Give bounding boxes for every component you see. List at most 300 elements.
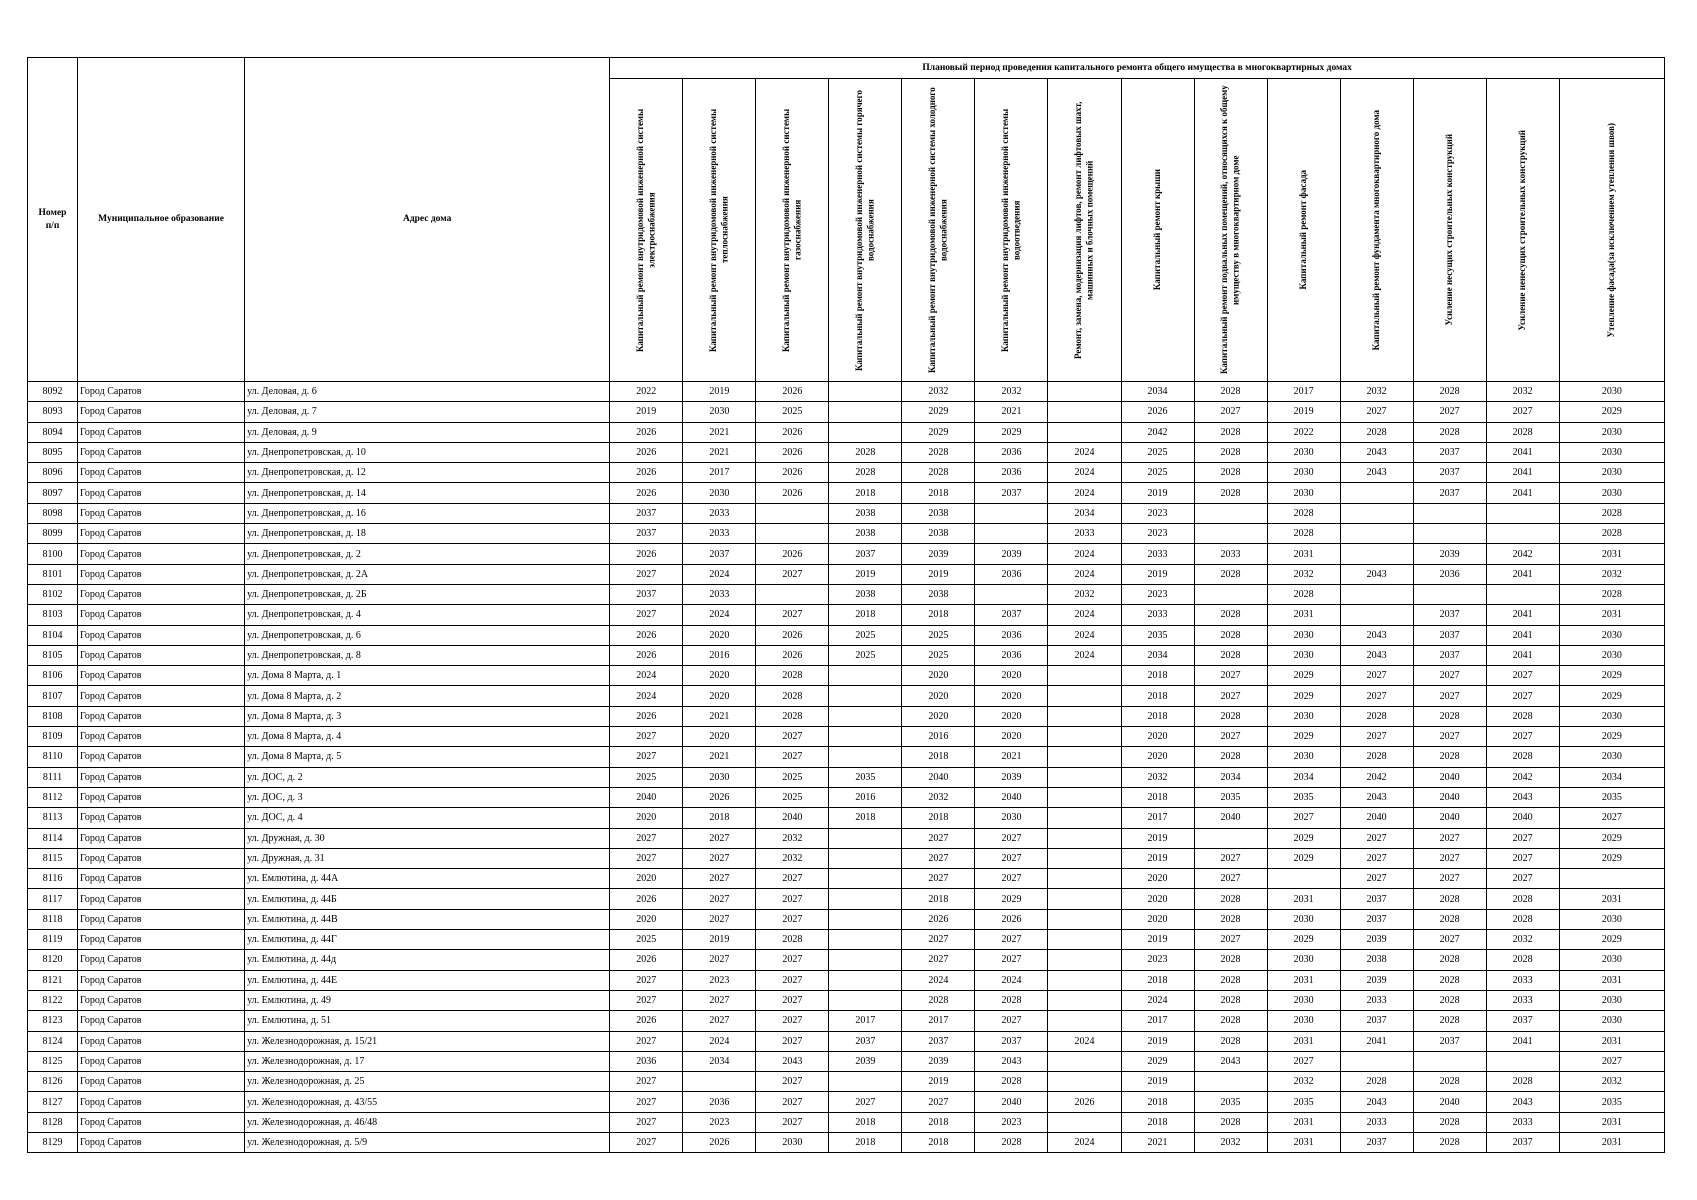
row-number-cell: 8119: [28, 930, 78, 950]
year-cell: 2027: [683, 828, 756, 848]
year-cell: [1048, 889, 1121, 909]
header-work-type-label: Капитальный ремонт фасада: [1297, 170, 1308, 290]
address-cell: ул. Емлютина, д. 44А: [245, 869, 610, 889]
year-cell: 2029: [1559, 402, 1664, 422]
year-cell: 2042: [1486, 544, 1559, 564]
municipality-cell: Город Саратов: [78, 889, 245, 909]
table-row: [28, 930, 1665, 950]
municipality-cell: Город Саратов: [78, 787, 245, 807]
year-cell: 2031: [1267, 970, 1340, 990]
year-cell: 2027: [1194, 727, 1267, 747]
year-cell: 2027: [1340, 686, 1413, 706]
table-row: [28, 727, 1665, 747]
year-cell: 2029: [1267, 848, 1340, 868]
year-cell: 2034: [683, 1051, 756, 1071]
year-cell: 2027: [610, 605, 683, 625]
year-cell: 2027: [975, 930, 1048, 950]
address-cell: ул. Емлютина, д. 44Е: [245, 970, 610, 990]
address-cell: ул. Железнодорожная, д. 46/48: [245, 1112, 610, 1132]
municipality-cell: Город Саратов: [78, 1132, 245, 1152]
year-cell: 2018: [1121, 1112, 1194, 1132]
municipality-cell: Город Саратов: [78, 706, 245, 726]
year-cell: 2037: [1486, 1132, 1559, 1152]
year-cell: 2018: [1121, 706, 1194, 726]
table-row: [28, 666, 1665, 686]
year-cell: 2027: [756, 889, 829, 909]
table-row: [28, 950, 1665, 970]
year-cell: [1194, 503, 1267, 523]
year-cell: 2033: [1340, 990, 1413, 1010]
year-cell: [829, 930, 902, 950]
year-cell: 2032: [1048, 584, 1121, 604]
year-cell: 2027: [902, 848, 975, 868]
year-cell: 2027: [1559, 1051, 1664, 1071]
year-cell: 2034: [1121, 382, 1194, 402]
year-cell: 2024: [1048, 544, 1121, 564]
year-cell: 2041: [1340, 1031, 1413, 1051]
header-work-type: [1267, 79, 1340, 382]
year-cell: 2030: [1559, 706, 1664, 726]
row-number-cell: 8115: [28, 848, 78, 868]
municipality-cell: Город Саратов: [78, 544, 245, 564]
address-cell: ул. Емлютина, д. 49: [245, 990, 610, 1010]
row-number-cell: 8102: [28, 584, 78, 604]
year-cell: 2031: [1559, 544, 1664, 564]
year-cell: 2040: [1340, 808, 1413, 828]
year-cell: 2031: [1559, 605, 1664, 625]
year-cell: [1340, 483, 1413, 503]
year-cell: 2032: [1486, 930, 1559, 950]
year-cell: 2024: [1048, 564, 1121, 584]
year-cell: 2028: [1413, 1072, 1486, 1092]
year-cell: [756, 524, 829, 544]
table-row: [28, 1112, 1665, 1132]
year-cell: 2028: [902, 990, 975, 1010]
year-cell: 2020: [1121, 909, 1194, 929]
year-cell: 2036: [975, 564, 1048, 584]
year-cell: 2032: [1559, 564, 1664, 584]
table-row: [28, 1132, 1665, 1152]
year-cell: 2018: [1121, 686, 1194, 706]
row-number-cell: 8095: [28, 442, 78, 462]
address-cell: ул. Емлютина, д. 44Б: [245, 889, 610, 909]
year-cell: 2027: [1486, 727, 1559, 747]
year-cell: 2030: [1267, 909, 1340, 929]
year-cell: 2028: [1486, 1072, 1559, 1092]
municipality-cell: Город Саратов: [78, 869, 245, 889]
year-cell: 2037: [610, 584, 683, 604]
year-cell: 2020: [683, 686, 756, 706]
year-cell: 2037: [1413, 625, 1486, 645]
table-row: [28, 442, 1665, 462]
year-cell: 2028: [1413, 706, 1486, 726]
year-cell: 2030: [1559, 645, 1664, 665]
year-cell: 2026: [756, 544, 829, 564]
row-number-cell: 8104: [28, 625, 78, 645]
year-cell: 2042: [1121, 422, 1194, 442]
year-cell: 2020: [1121, 869, 1194, 889]
year-cell: 2030: [683, 402, 756, 422]
year-cell: 2028: [1194, 442, 1267, 462]
year-cell: 2030: [1267, 747, 1340, 767]
year-cell: 2018: [829, 1112, 902, 1132]
year-cell: [829, 686, 902, 706]
year-cell: 2027: [1413, 848, 1486, 868]
year-cell: 2024: [1048, 605, 1121, 625]
year-cell: 2030: [1267, 463, 1340, 483]
year-cell: 2027: [610, 828, 683, 848]
year-cell: 2025: [1121, 463, 1194, 483]
header-work-type: [902, 79, 975, 382]
row-number-cell: 8097: [28, 483, 78, 503]
year-cell: 2024: [1048, 1132, 1121, 1152]
year-cell: [829, 970, 902, 990]
address-cell: ул. Днепропетровская, д. 10: [245, 442, 610, 462]
year-cell: 2021: [975, 402, 1048, 422]
year-cell: 2021: [683, 747, 756, 767]
year-cell: 2028: [1486, 706, 1559, 726]
year-cell: 2028: [1413, 382, 1486, 402]
address-cell: ул. Дома 8 Марта, д. 3: [245, 706, 610, 726]
table-row: [28, 747, 1665, 767]
year-cell: [1486, 1051, 1559, 1071]
year-cell: [1048, 808, 1121, 828]
year-cell: [1048, 787, 1121, 807]
municipality-cell: Город Саратов: [78, 909, 245, 929]
table-row: [28, 787, 1665, 807]
header-number: Номер п/п: [28, 58, 78, 382]
year-cell: 2018: [829, 808, 902, 828]
year-cell: 2037: [1413, 463, 1486, 483]
year-cell: 2029: [1121, 1051, 1194, 1071]
year-cell: 2039: [1340, 930, 1413, 950]
year-cell: [1048, 1011, 1121, 1031]
year-cell: 2037: [975, 483, 1048, 503]
year-cell: 2032: [902, 382, 975, 402]
year-cell: 2026: [756, 382, 829, 402]
year-cell: 2027: [1194, 930, 1267, 950]
row-number-cell: 8106: [28, 666, 78, 686]
year-cell: 2030: [1267, 950, 1340, 970]
year-cell: 2028: [1413, 1132, 1486, 1152]
year-cell: [1048, 666, 1121, 686]
header-work-type-label: Капитальный ремонт крыши: [1151, 169, 1162, 291]
year-cell: 2029: [1267, 727, 1340, 747]
year-cell: 2026: [1048, 1092, 1121, 1112]
address-cell: ул. ДОС, д. 2: [245, 767, 610, 787]
address-cell: ул. Дома 8 Марта, д. 1: [245, 666, 610, 686]
municipality-cell: Город Саратов: [78, 970, 245, 990]
year-cell: 2027: [1413, 930, 1486, 950]
year-cell: 2028: [1194, 990, 1267, 1010]
table-row: [28, 584, 1665, 604]
year-cell: 2018: [1121, 666, 1194, 686]
municipality-cell: Город Саратов: [78, 584, 245, 604]
year-cell: 2027: [1486, 869, 1559, 889]
year-cell: 2027: [1486, 666, 1559, 686]
year-cell: 2021: [683, 422, 756, 442]
year-cell: 2029: [975, 889, 1048, 909]
year-cell: 2040: [1413, 808, 1486, 828]
year-cell: 2027: [756, 1011, 829, 1031]
year-cell: 2041: [1486, 645, 1559, 665]
year-cell: 2038: [902, 584, 975, 604]
year-cell: 2027: [683, 869, 756, 889]
year-cell: 2033: [1121, 605, 1194, 625]
row-number-cell: 8125: [28, 1051, 78, 1071]
year-cell: [1194, 584, 1267, 604]
year-cell: 2020: [975, 686, 1048, 706]
year-cell: 2043: [1486, 787, 1559, 807]
year-cell: [1048, 422, 1121, 442]
table-row: [28, 422, 1665, 442]
municipality-cell: Город Саратов: [78, 930, 245, 950]
year-cell: 2024: [1048, 483, 1121, 503]
address-cell: ул. Дружная, д. 31: [245, 848, 610, 868]
year-cell: 2028: [1413, 909, 1486, 929]
year-cell: 2016: [683, 645, 756, 665]
year-cell: 2040: [902, 767, 975, 787]
year-cell: 2027: [902, 950, 975, 970]
year-cell: 2028: [1267, 584, 1340, 604]
year-cell: 2027: [610, 1132, 683, 1152]
year-cell: 2027: [756, 1092, 829, 1112]
year-cell: 2028: [1486, 950, 1559, 970]
year-cell: 2030: [1267, 990, 1340, 1010]
year-cell: 2028: [1413, 970, 1486, 990]
year-cell: 2025: [829, 645, 902, 665]
year-cell: 2027: [610, 1072, 683, 1092]
table-row: [28, 1011, 1665, 1031]
year-cell: 2036: [975, 463, 1048, 483]
header-work-type: [1340, 79, 1413, 382]
year-cell: 2027: [683, 848, 756, 868]
year-cell: 2032: [1194, 1132, 1267, 1152]
table-row: [28, 828, 1665, 848]
year-cell: 2029: [1559, 666, 1664, 686]
year-cell: 2037: [975, 1031, 1048, 1051]
year-cell: [1048, 686, 1121, 706]
header-work-type: [1121, 79, 1194, 382]
year-cell: 2024: [683, 564, 756, 584]
header-work-type-label: Капитальный ремонт подвальных помещений, относящихся к общему имуществу в многоквартирном доме: [1219, 85, 1241, 375]
year-cell: 2023: [1121, 950, 1194, 970]
year-cell: 2037: [1413, 442, 1486, 462]
municipality-cell: Город Саратов: [78, 503, 245, 523]
year-cell: 2027: [610, 990, 683, 1010]
address-cell: ул. Дома 8 Марта, д. 2: [245, 686, 610, 706]
year-cell: 2040: [975, 787, 1048, 807]
year-cell: 2028: [1340, 747, 1413, 767]
year-cell: 2029: [1267, 686, 1340, 706]
year-cell: 2028: [1194, 605, 1267, 625]
municipality-cell: Город Саратов: [78, 747, 245, 767]
year-cell: 2019: [1121, 483, 1194, 503]
year-cell: 2030: [756, 1132, 829, 1152]
year-cell: [1413, 524, 1486, 544]
year-cell: 2027: [1340, 848, 1413, 868]
table-row: [28, 767, 1665, 787]
year-cell: 2027: [1194, 848, 1267, 868]
year-cell: 2020: [683, 666, 756, 686]
row-number-cell: 8126: [28, 1072, 78, 1092]
year-cell: 2018: [829, 605, 902, 625]
year-cell: 2021: [683, 706, 756, 726]
year-cell: 2027: [756, 1072, 829, 1092]
year-cell: 2027: [1340, 727, 1413, 747]
row-number-cell: 8117: [28, 889, 78, 909]
year-cell: 2031: [1267, 889, 1340, 909]
year-cell: 2028: [1194, 706, 1267, 726]
year-cell: [1048, 706, 1121, 726]
year-cell: 2035: [1267, 787, 1340, 807]
year-cell: 2035: [829, 767, 902, 787]
year-cell: 2024: [683, 605, 756, 625]
year-cell: 2027: [683, 990, 756, 1010]
year-cell: 2027: [902, 930, 975, 950]
year-cell: 2037: [1413, 1031, 1486, 1051]
address-cell: ул. Днепропетровская, д. 4: [245, 605, 610, 625]
year-cell: 2037: [829, 1031, 902, 1051]
year-cell: 2037: [1340, 1011, 1413, 1031]
year-cell: 2023: [1121, 584, 1194, 604]
year-cell: 2031: [1559, 889, 1664, 909]
year-cell: 2029: [1559, 828, 1664, 848]
year-cell: 2028: [1194, 747, 1267, 767]
year-cell: 2026: [1121, 402, 1194, 422]
header-work-type: [1413, 79, 1486, 382]
header-work-type-label: Капитальный ремонт внутридомовой инженерной системы газоснабжения: [781, 108, 803, 352]
year-cell: 2023: [975, 1112, 1048, 1132]
year-cell: 2027: [610, 727, 683, 747]
year-cell: 2041: [1486, 442, 1559, 462]
year-cell: [829, 402, 902, 422]
year-cell: [756, 584, 829, 604]
year-cell: 2031: [1559, 1112, 1664, 1132]
year-cell: 2027: [1413, 686, 1486, 706]
year-cell: 2020: [610, 909, 683, 929]
address-cell: ул. Днепропетровская, д. 16: [245, 503, 610, 523]
year-cell: [1048, 909, 1121, 929]
year-cell: 2030: [1267, 645, 1340, 665]
year-cell: 2027: [1413, 727, 1486, 747]
year-cell: 2029: [975, 422, 1048, 442]
year-cell: 2030: [1267, 1011, 1340, 1031]
year-cell: [1486, 503, 1559, 523]
year-cell: 2025: [756, 402, 829, 422]
row-number-cell: 8128: [28, 1112, 78, 1132]
year-cell: 2034: [1121, 645, 1194, 665]
year-cell: 2043: [1486, 1092, 1559, 1112]
row-number-cell: 8099: [28, 524, 78, 544]
year-cell: 2019: [1267, 402, 1340, 422]
year-cell: 2031: [1559, 970, 1664, 990]
year-cell: 2027: [1486, 848, 1559, 868]
year-cell: 2027: [610, 1112, 683, 1132]
year-cell: 2018: [1121, 970, 1194, 990]
year-cell: 2023: [1121, 524, 1194, 544]
year-cell: 2027: [829, 1092, 902, 1112]
year-cell: 2035: [1121, 625, 1194, 645]
address-cell: ул. Днепропетровская, д. 2: [245, 544, 610, 564]
year-cell: 2026: [610, 422, 683, 442]
year-cell: 2019: [1121, 848, 1194, 868]
year-cell: 2025: [902, 645, 975, 665]
header-work-type: [829, 79, 902, 382]
header-work-type: [1559, 79, 1664, 382]
year-cell: [1048, 828, 1121, 848]
year-cell: 2020: [975, 706, 1048, 726]
year-cell: 2027: [1413, 828, 1486, 848]
year-cell: 2027: [1486, 686, 1559, 706]
year-cell: [1413, 503, 1486, 523]
year-cell: 2033: [1486, 970, 1559, 990]
address-cell: ул. Емлютина, д. 44В: [245, 909, 610, 929]
year-cell: 2027: [756, 970, 829, 990]
year-cell: 2039: [1413, 544, 1486, 564]
year-cell: 2028: [756, 706, 829, 726]
year-cell: 2023: [683, 970, 756, 990]
year-cell: 2035: [1194, 1092, 1267, 1112]
year-cell: [1340, 584, 1413, 604]
table-row: [28, 483, 1665, 503]
year-cell: [1340, 524, 1413, 544]
year-cell: 2018: [902, 605, 975, 625]
year-cell: 2030: [1559, 909, 1664, 929]
year-cell: 2028: [1486, 747, 1559, 767]
year-cell: 2019: [829, 564, 902, 584]
year-cell: 2031: [1267, 1112, 1340, 1132]
year-cell: 2037: [902, 1031, 975, 1051]
year-cell: 2043: [1340, 645, 1413, 665]
municipality-cell: Город Саратов: [78, 1031, 245, 1051]
row-number-cell: 8123: [28, 1011, 78, 1031]
year-cell: 2027: [975, 869, 1048, 889]
municipality-cell: Город Саратов: [78, 422, 245, 442]
year-cell: 2021: [683, 442, 756, 462]
year-cell: 2030: [1559, 990, 1664, 1010]
year-cell: 2019: [1121, 1031, 1194, 1051]
year-cell: 2043: [1340, 463, 1413, 483]
year-cell: 2042: [1340, 767, 1413, 787]
year-cell: 2026: [610, 544, 683, 564]
municipality-cell: Город Саратов: [78, 727, 245, 747]
year-cell: 2032: [975, 382, 1048, 402]
row-number-cell: 8114: [28, 828, 78, 848]
year-cell: 2041: [1486, 1031, 1559, 1051]
year-cell: 2026: [610, 463, 683, 483]
year-cell: [1048, 1051, 1121, 1071]
year-cell: 2030: [1559, 747, 1664, 767]
year-cell: 2019: [683, 382, 756, 402]
row-number-cell: 8113: [28, 808, 78, 828]
address-cell: ул. Днепропетровская, д. 8: [245, 645, 610, 665]
year-cell: 2037: [975, 605, 1048, 625]
year-cell: 2033: [683, 584, 756, 604]
year-cell: [683, 1072, 756, 1092]
year-cell: 2028: [1194, 625, 1267, 645]
header-work-type: [683, 79, 756, 382]
address-cell: ул. Деловая, д. 7: [245, 402, 610, 422]
year-cell: 2027: [975, 950, 1048, 970]
header-work-type-label: Капитальный ремонт внутридомовой инженерной системы электроснабжения: [635, 108, 657, 352]
year-cell: 2019: [1121, 930, 1194, 950]
year-cell: 2018: [829, 1132, 902, 1152]
year-cell: 2028: [1559, 524, 1664, 544]
year-cell: 2027: [756, 990, 829, 1010]
municipality-cell: Город Саратов: [78, 442, 245, 462]
year-cell: [1048, 767, 1121, 787]
